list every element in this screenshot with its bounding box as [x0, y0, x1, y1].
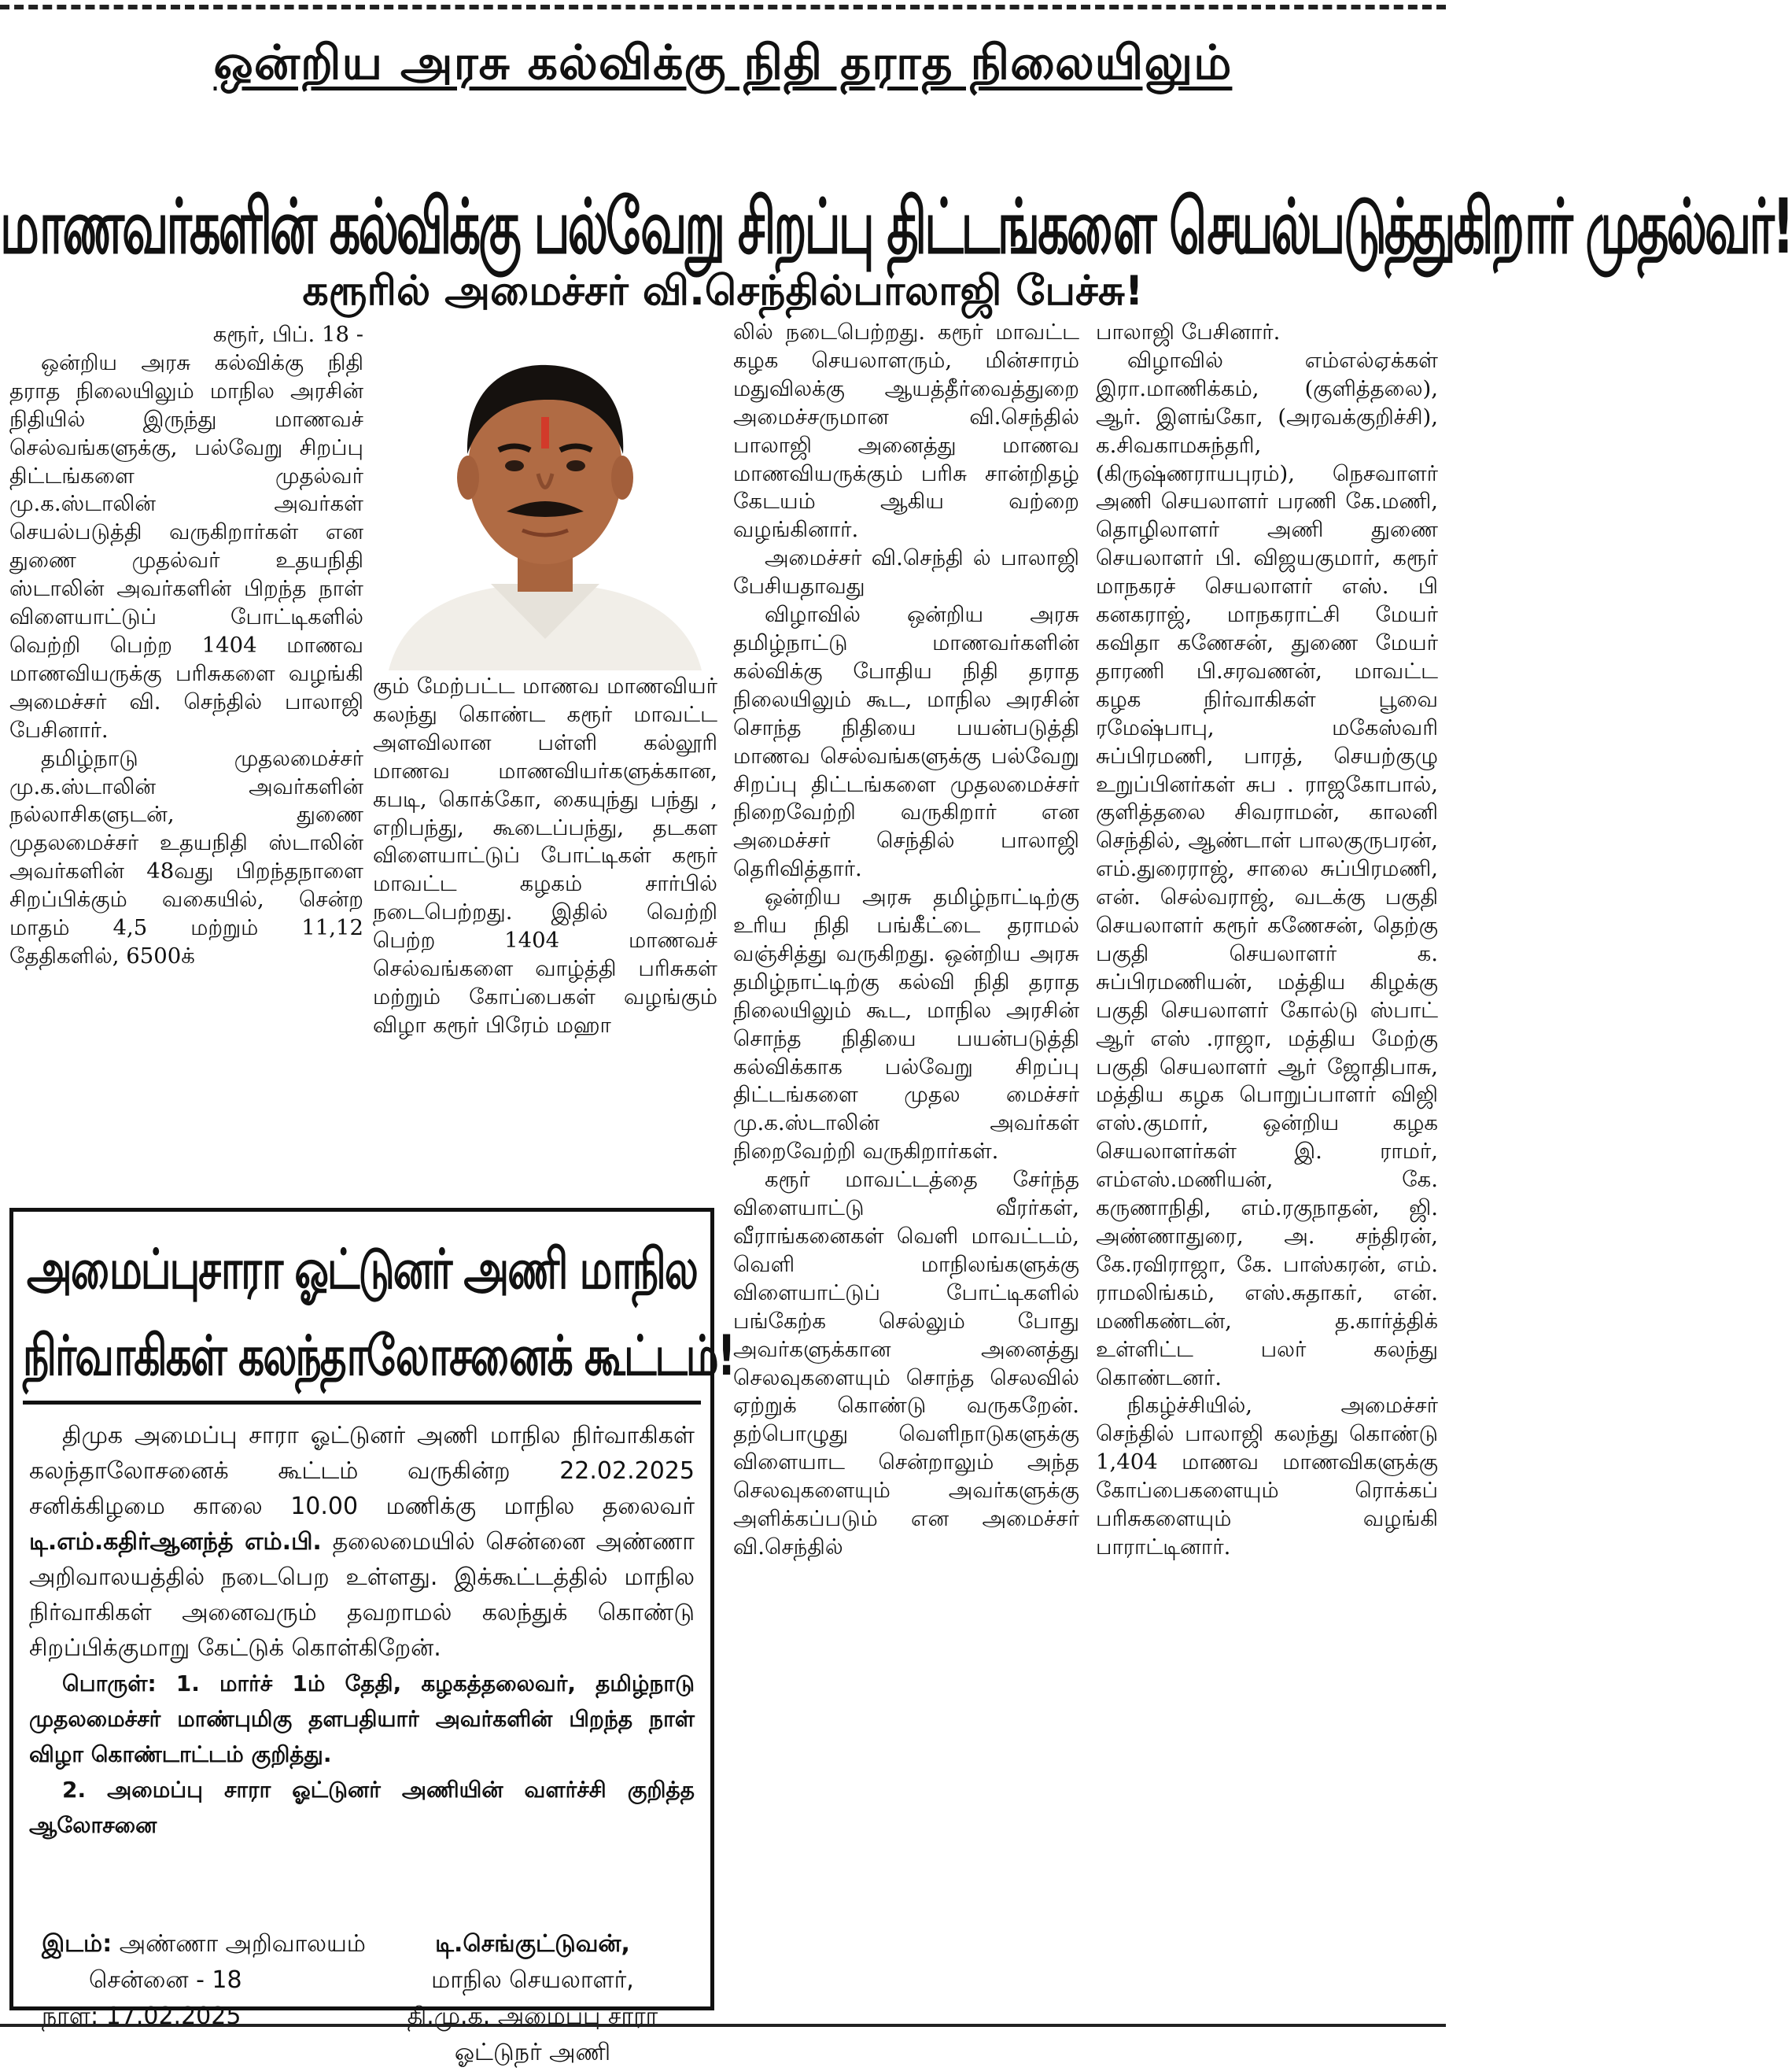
article-paragraph: ஒன்றிய அரசு கல்விக்கு நிதி தராத நிலையிலும் மாநில அரசின் நிதியில் இருந்து மாணவச் செல்வங்களுக்கு, பல்வேறு சிறப்பு திட்டங்களை முதல்வர் மு.க.ஸ்டாலின் அவர்கள் செயல்படுத்தி வருகிறார்கள் என துணை முதல்வர் உதயநிதி ஸ்டாலின் அவர்களின் பிறந்த நாள் விளையாட்டுப் போட்டிகளில் வெற்றி பெற்ற 1404 மாணவ மாணவியருக்கு பரிசுகளை வழங்கி அமைச்சர் வி. செந்தில் பாலாஜி பேசினார். — [9, 349, 363, 743]
article-paragraph: தமிழ்நாடு முதலமைச்சர் மு.க.ஸ்டாலின் அவர்களின் நல்லாசிகளுடன், துணை முதலமைச்சர் உதயநிதி ஸ்டாலின் அவர்களின் 48வது பிறந்தநாளை சிறப்பிக்கும் வகையில், சென்ற மாதம் 4,5 மற்றும் 11,12 தேதிகளில், 6500க் — [9, 745, 363, 969]
signer-org-line-2: ஓட்டுநர் அணி — [454, 2039, 611, 2066]
venue-city: சென்னை - 18 — [89, 1966, 242, 1994]
kicker-headline: ஒன்றிய அரசு கல்விக்கு நிதி தராத நிலையிலும் — [213, 35, 1233, 90]
agenda-item-1: பொருள்: 1. மார்ச் 1ம் தேதி, கழகத்தலைவர், தமிழ்நாடு முதலமைச்சர் மாண்புமிகு தளபதியார் அவர்களின் பிறந்த நாள் விழா கொண்டாட்டம் குறித்து. — [29, 1670, 695, 1767]
article-paragraph: விழாவில் ஒன்றிய அரசு தமிழ்நாட்டு மாணவர்களின் கல்விக்கு போதிய நிதி தராத நிலையிலும் கூட, மாநில அரசின் சொந்த நிதியை பயன்படுத்தி மாணவ செல்வங்களுக்கு பல்வேறு சிறப்பு திட்டங்களை முதலமைச்சர் நிறைவேற்றி வருகிறார் என அமைச்சர் செந்தில் பாலாஜி தெரிவித்தார். — [733, 602, 1079, 882]
chief-name: டி.எம்.கதிர்ஆனந்த் எம்.பி. — [29, 1528, 322, 1556]
notice-paragraph: திமுக அமைப்பு சாரா ஓட்டுனர் அணி மாநில நிர்வாகிகள் கலந்தாலோசனைக் கூட்டம் வருகின்ற 22.02.2025 சனிக்கிழமை காலை 10.00 மணிக்கு மாநில தலைவர் டி.எம்.கதிர்ஆனந்த் எம்.பி. தலைமையில் சென்னை அண்ணா அறிவாலயத்தில் நடைபெற உள்ளது. இக்கூட்டத்தில் மாநில நிர்வாகிகள் அனைவரும் தவறாமல் கலந்துக் கொண்டு சிறப்பிக்குமாறு கேட்டுக் கொள்கிறேன். — [29, 1422, 695, 1662]
minister-photo — [373, 324, 717, 670]
venue-value: அண்ணா அறிவாலயம் — [119, 1930, 366, 1958]
bottom-rule — [0, 2024, 1446, 2027]
article-paragraph: கரூர் மாவட்டத்தை சேர்ந்த விளையாட்டு வீரர்கள், வீராங்கனைகள் வெளி மாவட்டம், வெளி மாநிலங்களுக்கு விளையாட்டுப் போட்டிகளில் பங்கேற்க செல்லும் போது அவர்களுக்கான அனைத்து செலவுகளையும் சொந்த செலவில் ஏற்றுக் கொண்டு வருகறேன். தற்பொழுது வெளிநாடுகளுக்கு விளையாட சென்றாலும் அந்த செலவுகளையும் அவர்களுக்கு அளிக்கப்படும் என அமைச்சர் வி.செந்தில் — [733, 1167, 1079, 1560]
subheadline: கரூரில் அமைச்சர் வி.செந்தில்பாலாஜி பேச்சு! — [302, 268, 1144, 315]
signer-title: மாநில செயலாளர், — [431, 1966, 634, 1994]
venue-label: இடம்: — [42, 1930, 112, 1958]
notice-title — [23, 1220, 735, 1405]
article-column-3 — [733, 319, 1079, 2022]
notice-body — [29, 1418, 695, 1843]
article-paragraph: அமைச்சர் வி.செந்தி ல் பாலாஜி பேசியதாவது — [733, 545, 1079, 600]
article-paragraph: பாலாஜி பேசினார். — [1096, 319, 1281, 345]
article-paragraph: லில் நடைபெற்றது. கரூர் மாவட்ட கழக செயலாளரும், மின்சாரம் மதுவிலக்கு ஆயத்தீர்வைத்துறை அமைச்சருமான வி.செந்தில் பாலாஜி அனைத்து மாணவ மாணவியருக்கும் பரிசு சான்றிதழ் கேடயம் ஆகிய வற்றை வழங்கினார். — [733, 319, 1079, 543]
article-column-1 — [9, 321, 363, 1187]
article-column-2 — [373, 673, 717, 1188]
signer-org-line-1: தி.மு.க. அமைப்பு சாரா — [407, 2003, 658, 2030]
dateline: கரூர், பிப். 18 - — [212, 322, 363, 347]
date-value: 17.02.2025 — [105, 2003, 242, 2030]
top-dashed-rule — [0, 5, 1446, 9]
venue-block — [42, 1926, 372, 2035]
article-paragraph: ஒன்றிய அரசு தமிழ்நாட்டிற்கு உரிய நிதி பங்கீட்டை தராமல் வஞ்சித்து வருகிறது. ஒன்றிய அரசு தமிழ்நாட்டிற்கு கல்வி நிதி தராத நிலையிலும் கூட, மாநில அரசின் சொந்த நிதியை பயன்படுத்தி கல்விக்காக பல்வேறு சிறப்பு திட்டங்களை முதல மைச்சர் மு.க.ஸ்டாலின் அவர்கள் நிறைவேற்றி வருகிறார்கள். — [733, 884, 1079, 1165]
date-label: நாள்: — [42, 2003, 99, 2030]
signer-name: டி.செங்குட்டுவன், — [435, 1930, 630, 1958]
main-headline: மாணவர்களின் கல்விக்கு பல்வேறு சிறப்பு திட்டங்களை செயல்படுத்துகிறார் முதல்வர்! — [0, 182, 1792, 271]
article-paragraph: விழாவில் எம்எல்ஏக்கள் இரா.மாணிக்கம், (குளித்தலை), ஆர். இளங்கோ, (அரவக்குறிச்சி), க.சிவகாமசுந்தரி, (கிருஷ்ணராயபுரம்), நெசவாளர் அணி செயலாளர் பரணி கே.மணி, தொழிலாளர் அணி துணை செயலாளர் பி. விஜயகுமார், கரூர் மாநகரச் செயலாளர் எஸ். பி கனகராஜ், மாநகராட்சி மேயர் கவிதா கணேசன், துணை மேயர் தாரணி பி.சரவணன், மாவட்ட கழக நிர்வாகிகள் பூவை ரமேஷ்பாபு, மகேஸ்வரி சுப்பிரமணி, பாரத், செயற்குழு உறுப்பினர்கள் சுப . ராஜகோபால், குளித்தலை சிவராமன், காலனி செந்தில், ஆண்டாள் பாலகுருபரன், எம்.துரைராஜ், சாலை சுப்பிரமணி, என். செல்வராஜ், வடக்கு பகுதி செயலாளர் கரூர் கணேசன், தெற்கு பகுதி செயலாளர் க. சுப்பிரமணியன், மத்திய கிழக்கு பகுதி செயலாளர் கோல்டு ஸ்பாட் ஆர் எஸ் .ராஜா, மத்திய மேற்கு பகுதி செயலாளர் ஆர் ஜோதிபாசு, மத்திய கழக பொறுப்பாளர் விஜி எஸ்.குமார், ஒன்றிய கழக செயலாளர்கள் இ. ராமர், எம்எஸ்.மணியன், கே. கருணாநிதி, எம்.ரகுநாதன், ஜி. அண்ணாதுரை, அ. சந்திரன், கே.ரவிராஜா, கே. பாஸ்கரன், எம். ராமலிங்கம், எஸ்.சுதாகர், என். மணிகண்டன், த.கார்த்திக் உள்ளிட்ட பலர் கலந்து கொண்டனர். — [1096, 347, 1438, 1390]
notice-title-line-2: நிர்வாகிகள் கலந்தாலோசனைக் கூட்டம்! — [23, 1324, 735, 1389]
article-column-4 — [1096, 319, 1438, 2022]
notice-title-line-1: அமைப்புசாரா ஓட்டுனர் அணி மாநில — [27, 1238, 697, 1302]
article-paragraph: கும் மேற்பட்ட மாணவ மாணவியர் கலந்து கொண்ட கரூர் மாவட்ட அளவிலான பள்ளி கல்லூரி மாணவ மாணவியர்களுக்கான, கபடி, கொக்கோ, கையுந்து பந்து , எறிபந்து, கூடைப்பந்து, தடகள விளையாட்டுப் போட்டிகள் கரூர் மாவட்ட கழகம் சார்பில் நடைபெற்றது. இதில் வெற்றி பெற்ற 1404 மாணவச் செல்வங்களை வாழ்த்தி பரிசுகள் மற்றும் கோப்பைகள் வழங்கும் விழா கரூர் பிரேம் மஹா — [373, 674, 717, 1038]
article-paragraph: நிகழ்ச்சியில், அமைச்சர் செந்தில் பாலாஜி கலந்து கொண்டு 1,404 மாணவ மாணவிகளுக்கு கோப்பைகளையும் ரொக்கப் பரிசுகளையும் வழங்கி பாராட்டினார். — [1096, 1393, 1438, 1560]
agenda-item-2: 2. அமைப்பு சாரா ஓட்டுனர் அணியின் வளர்ச்சி குறித்த ஆலோசனை — [29, 1777, 695, 1838]
notice-box — [9, 1208, 735, 2066]
signature-block — [383, 1926, 682, 2071]
